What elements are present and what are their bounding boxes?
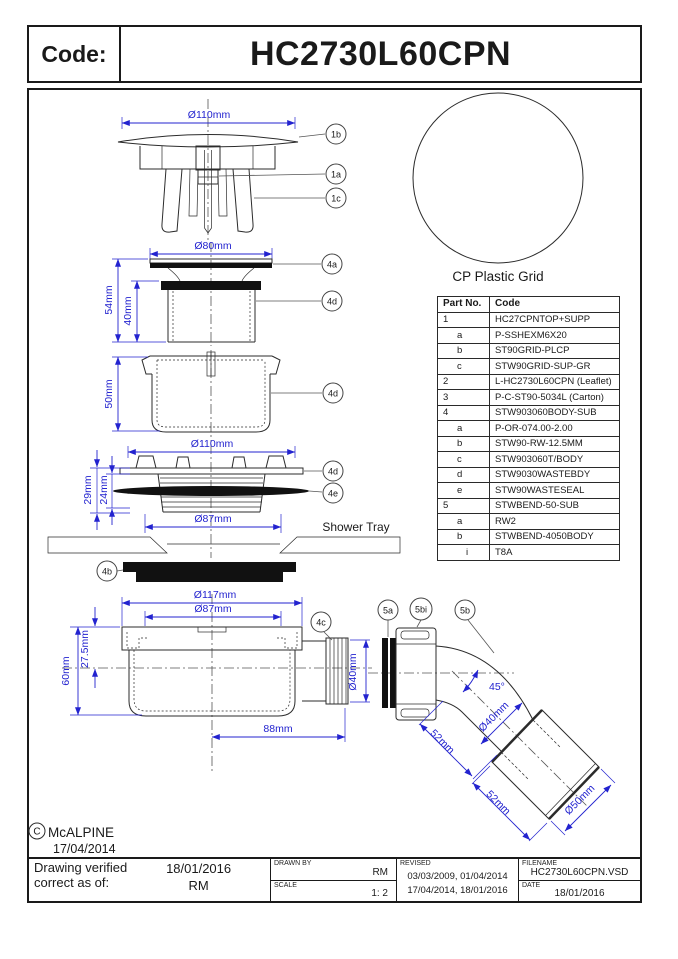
table-row: 2 L-HC2730L60CPN (Leaflet): [438, 374, 620, 390]
copyright-date: 17/04/2014: [53, 842, 116, 856]
svg-text:5a: 5a: [382, 605, 394, 616]
shower-tray-label: Shower Tray: [322, 520, 390, 534]
dim-body-dia: Ø117mm: [193, 589, 237, 601]
dim-locknut-thread-dia: Ø87mm: [194, 513, 232, 525]
dim-bend-angle: 45°: [489, 681, 505, 693]
scale-value: 1: 2: [371, 888, 388, 899]
copyright-symbol: C: [33, 826, 41, 838]
copyright-name: McALPINE: [48, 825, 115, 840]
table-row: c STW90GRID-SUP-GR: [438, 359, 620, 375]
dim-outlet-dia: Ø40mm: [347, 653, 359, 691]
svg-text:4e: 4e: [327, 488, 339, 499]
code-label: Code:: [29, 27, 121, 81]
callout-4c: [311, 612, 331, 632]
verified-label-line2: correct as of:: [34, 874, 110, 890]
filename-label: FILENAME: [522, 860, 558, 867]
table-row: i T8A: [438, 545, 620, 561]
table-row: b STW90-RW-12.5MM: [438, 436, 620, 452]
grid-caption: CP Plastic Grid: [452, 269, 544, 284]
tray-section: [48, 534, 400, 582]
filename-date-cell: [518, 859, 640, 901]
dim-bend-len1: 52mm: [427, 727, 457, 757]
revised-dates-line2: 17/04/2014, 18/01/2016: [407, 884, 508, 896]
trap-body-drawing: [60, 589, 372, 772]
drawn-by-value: RM: [372, 866, 388, 878]
washer-4b: [123, 562, 296, 582]
revised-cell: [396, 859, 518, 901]
table-row: 3 P-C-ST90-5034L (Carton): [438, 390, 620, 406]
filename-value: HC2730L60CPN.VSD: [530, 866, 629, 878]
callout-5a: [378, 600, 398, 620]
table-row: e STW90WASTESEAL: [438, 483, 620, 499]
svg-text:1b: 1b: [330, 129, 342, 140]
callout-1c: [326, 188, 346, 208]
verified-label-line1: Drawing verified: [34, 860, 128, 875]
locknut-drawing: [82, 438, 390, 534]
dim-cap-dia: Ø110mm: [187, 109, 231, 121]
svg-text:4c: 4c: [316, 617, 326, 628]
product-code: HC2730L60CPN: [249, 34, 512, 73]
cp-grid-view: [413, 93, 583, 284]
dim-body-inner-dia: Ø87mm: [194, 603, 232, 615]
dim-locknut-h: 29mm: [82, 475, 94, 505]
cap-drawing: [118, 99, 346, 240]
dim-bend-out-dia: Ø50mm: [562, 782, 598, 818]
dim-body-h: 60mm: [60, 656, 72, 686]
callout-4d-cup: [323, 383, 343, 403]
dim-body-len: 88mm: [263, 723, 293, 735]
col-code: Code: [490, 297, 620, 313]
svg-text:1a: 1a: [330, 169, 342, 180]
dim-bend-dia: Ø40mm: [476, 699, 512, 735]
svg-text:4d: 4d: [327, 388, 339, 399]
revised-label: REVISED: [400, 860, 431, 867]
callout-4d-flange: [322, 291, 342, 311]
dim-flange-tube-h: 40mm: [122, 296, 134, 326]
title-block: [27, 857, 642, 903]
svg-text:4d: 4d: [326, 296, 338, 307]
table-row: a RW2: [438, 514, 620, 530]
cup-drawing: [103, 350, 343, 442]
drawn-by-label: DRAWN BY: [274, 860, 312, 867]
table-row: c STW903060T/BODY: [438, 452, 620, 468]
callout-1b: [326, 124, 346, 144]
table-row: b ST90GRID-PLCP: [438, 343, 620, 359]
callout-5bi: [410, 598, 432, 620]
callout-5b: [455, 600, 475, 620]
revised-dates-line1: 03/03/2009, 01/04/2014: [407, 871, 508, 882]
verified-cell: [29, 859, 270, 901]
dim-body-half-h: 27.5mm: [79, 630, 91, 668]
dim-flange-h: 54mm: [103, 285, 115, 315]
table-row: 5 STWBEND-50-SUB: [438, 498, 620, 514]
table-row: a P-OR-074.00-2.00: [438, 421, 620, 437]
table-row: 4 STW903060BODY-SUB: [438, 405, 620, 421]
parts-table: [437, 296, 620, 561]
callout-4d-locknut: [323, 461, 343, 481]
dim-bend-len2: 52mm: [483, 788, 513, 818]
verified-date: 18/01/2016: [166, 861, 232, 876]
dim-locknut-h2: 24mm: [98, 475, 110, 505]
table-row: d STW9030WASTEBDY: [438, 467, 620, 483]
drawn-scale-cell: [270, 859, 396, 901]
verified-by: RM: [188, 877, 209, 893]
svg-text:4b: 4b: [101, 566, 113, 577]
table-row: a P-SSHEXM6X20: [438, 328, 620, 344]
bend-drawing: [368, 598, 615, 841]
callout-4b: [97, 561, 117, 581]
svg-text:4a: 4a: [326, 259, 338, 270]
table-row: b STWBEND-4050BODY: [438, 529, 620, 545]
table-row: 1 HC27CPNTOP+SUPP: [438, 312, 620, 328]
svg-text:5bi: 5bi: [414, 604, 428, 615]
date-label: DATE: [522, 881, 541, 889]
scale-label: SCALE: [274, 881, 297, 889]
parts-table-header: [438, 297, 620, 313]
callout-1a: [326, 164, 346, 184]
svg-text:4d: 4d: [327, 466, 339, 477]
date-value: 18/01/2016: [554, 888, 605, 899]
callout-4a: [322, 254, 342, 274]
col-part-no: Part No.: [438, 297, 490, 313]
copyright-block: [29, 823, 116, 856]
dim-cup-h: 50mm: [103, 379, 115, 409]
callout-4e: [323, 483, 343, 503]
dim-locknut-dia: Ø110mm: [190, 438, 234, 450]
dim-flange-dia: Ø80mm: [194, 240, 232, 252]
flange-drawing: [103, 240, 342, 346]
svg-text:1c: 1c: [331, 193, 341, 204]
svg-text:5b: 5b: [459, 605, 471, 616]
